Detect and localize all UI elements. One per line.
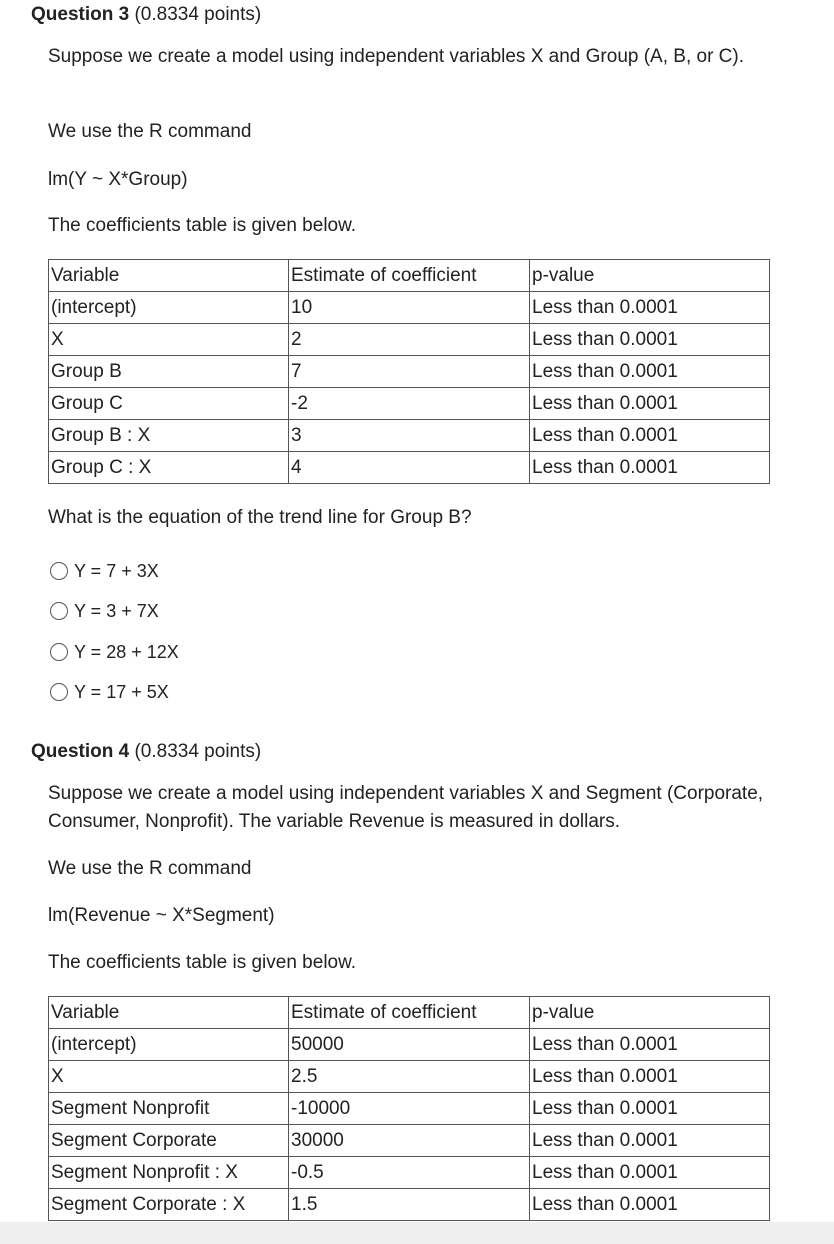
cell-p-value: Less than 0.0001 [530,1157,770,1189]
header-estimate: Estimate of coefficient [289,997,530,1029]
cell-p-value: Less than 0.0001 [530,420,770,452]
cell-estimate: 50000 [289,1029,530,1061]
q4-title-points: (0.8334 points) [129,741,262,762]
cell-estimate: 1.5 [289,1189,530,1221]
cell-variable: Group B : X [49,420,289,452]
table-header-row [49,997,770,1029]
table-row [49,1157,770,1189]
cell-estimate: 2 [289,324,530,356]
header-variable: Variable [49,997,289,1029]
cell-variable: X [49,1061,289,1093]
cell-p-value: Less than 0.0001 [530,388,770,420]
table-row [49,1061,770,1093]
cell-p-value: Less than 0.0001 [530,1029,770,1061]
table-row [49,1093,770,1125]
cell-variable: Group C [49,388,289,420]
q3-option-c[interactable] [50,639,179,665]
q3-option-a[interactable] [50,558,159,584]
cell-p-value: Less than 0.0001 [530,1093,770,1125]
option-label: Y = 3 + 7X [74,600,159,621]
cell-p-value: Less than 0.0001 [530,1125,770,1157]
cell-variable: Segment Corporate : X [49,1189,289,1221]
table-row [49,1029,770,1061]
cell-variable: Segment Corporate [49,1125,289,1157]
q3-use-command: We use the R command [48,121,252,142]
cell-p-value: Less than 0.0001 [530,356,770,388]
q3-intro: Suppose we create a model using independent variables X and Group (A, B, or C). [48,46,745,67]
cell-variable: Group B [49,356,289,388]
table-row [49,420,770,452]
q3-option-b[interactable] [50,598,159,624]
q3-title [31,4,261,26]
radio-button-icon[interactable] [50,683,68,701]
q4-command: lm(Revenue ~ X*Segment) [48,905,275,926]
q4-title [31,741,261,763]
cell-estimate: 7 [289,356,530,388]
table-row [49,324,770,356]
q3-command: lm(Y ~ X*Group) [48,169,188,190]
q3-coefficients-table [48,259,770,484]
table-row [49,452,770,484]
cell-variable: (intercept) [49,1029,289,1061]
cell-variable: Segment Nonprofit : X [49,1157,289,1189]
cell-estimate: -0.5 [289,1157,530,1189]
cell-estimate: 10 [289,292,530,324]
cell-estimate: -10000 [289,1093,530,1125]
cell-variable: Segment Nonprofit [49,1093,289,1125]
cell-estimate: 30000 [289,1125,530,1157]
table-header-row [49,260,770,292]
header-p-value: p-value [530,997,770,1029]
q4-coefficients-table [48,996,770,1221]
cell-p-value: Less than 0.0001 [530,1061,770,1093]
cell-variable: X [49,324,289,356]
option-label: Y = 28 + 12X [74,641,179,662]
cell-estimate: 3 [289,420,530,452]
q3-title-points: (0.8334 points) [129,4,262,25]
q4-use-command: We use the R command [48,858,252,879]
radio-button-icon[interactable] [50,643,68,661]
cell-p-value: Less than 0.0001 [530,324,770,356]
radio-button-icon[interactable] [50,562,68,580]
cell-estimate: -2 [289,388,530,420]
cell-estimate: 2.5 [289,1061,530,1093]
cell-p-value: Less than 0.0001 [530,1189,770,1221]
header-estimate: Estimate of coefficient [289,260,530,292]
cell-variable: (intercept) [49,292,289,324]
option-label: Y = 7 + 3X [74,560,159,581]
table-row [49,292,770,324]
q3-prompt: What is the equation of the trend line for Group B? [48,507,472,528]
table-row [49,388,770,420]
table-row [49,1189,770,1221]
q3-option-d[interactable] [50,679,169,705]
table-row [49,1125,770,1157]
page-bottom-edge [0,1222,834,1244]
cell-p-value: Less than 0.0001 [530,292,770,324]
radio-button-icon[interactable] [50,602,68,620]
q4-intro: Suppose we create a model using independent variables X and Segment (Corporate, Consumer, Nonprofit). The variable Revenue is measured in dollars. [48,783,764,832]
q4-table-intro: The coefficients table is given below. [48,952,357,973]
q3-table-intro: The coefficients table is given below. [48,215,357,236]
cell-variable: Group C : X [49,452,289,484]
table-row [49,356,770,388]
cell-p-value: Less than 0.0001 [530,452,770,484]
header-variable: Variable [49,260,289,292]
option-label: Y = 17 + 5X [74,681,169,702]
q3-title-number: Question 3 [31,4,130,25]
q4-title-number: Question 4 [31,741,130,762]
header-p-value: p-value [530,260,770,292]
cell-estimate: 4 [289,452,530,484]
